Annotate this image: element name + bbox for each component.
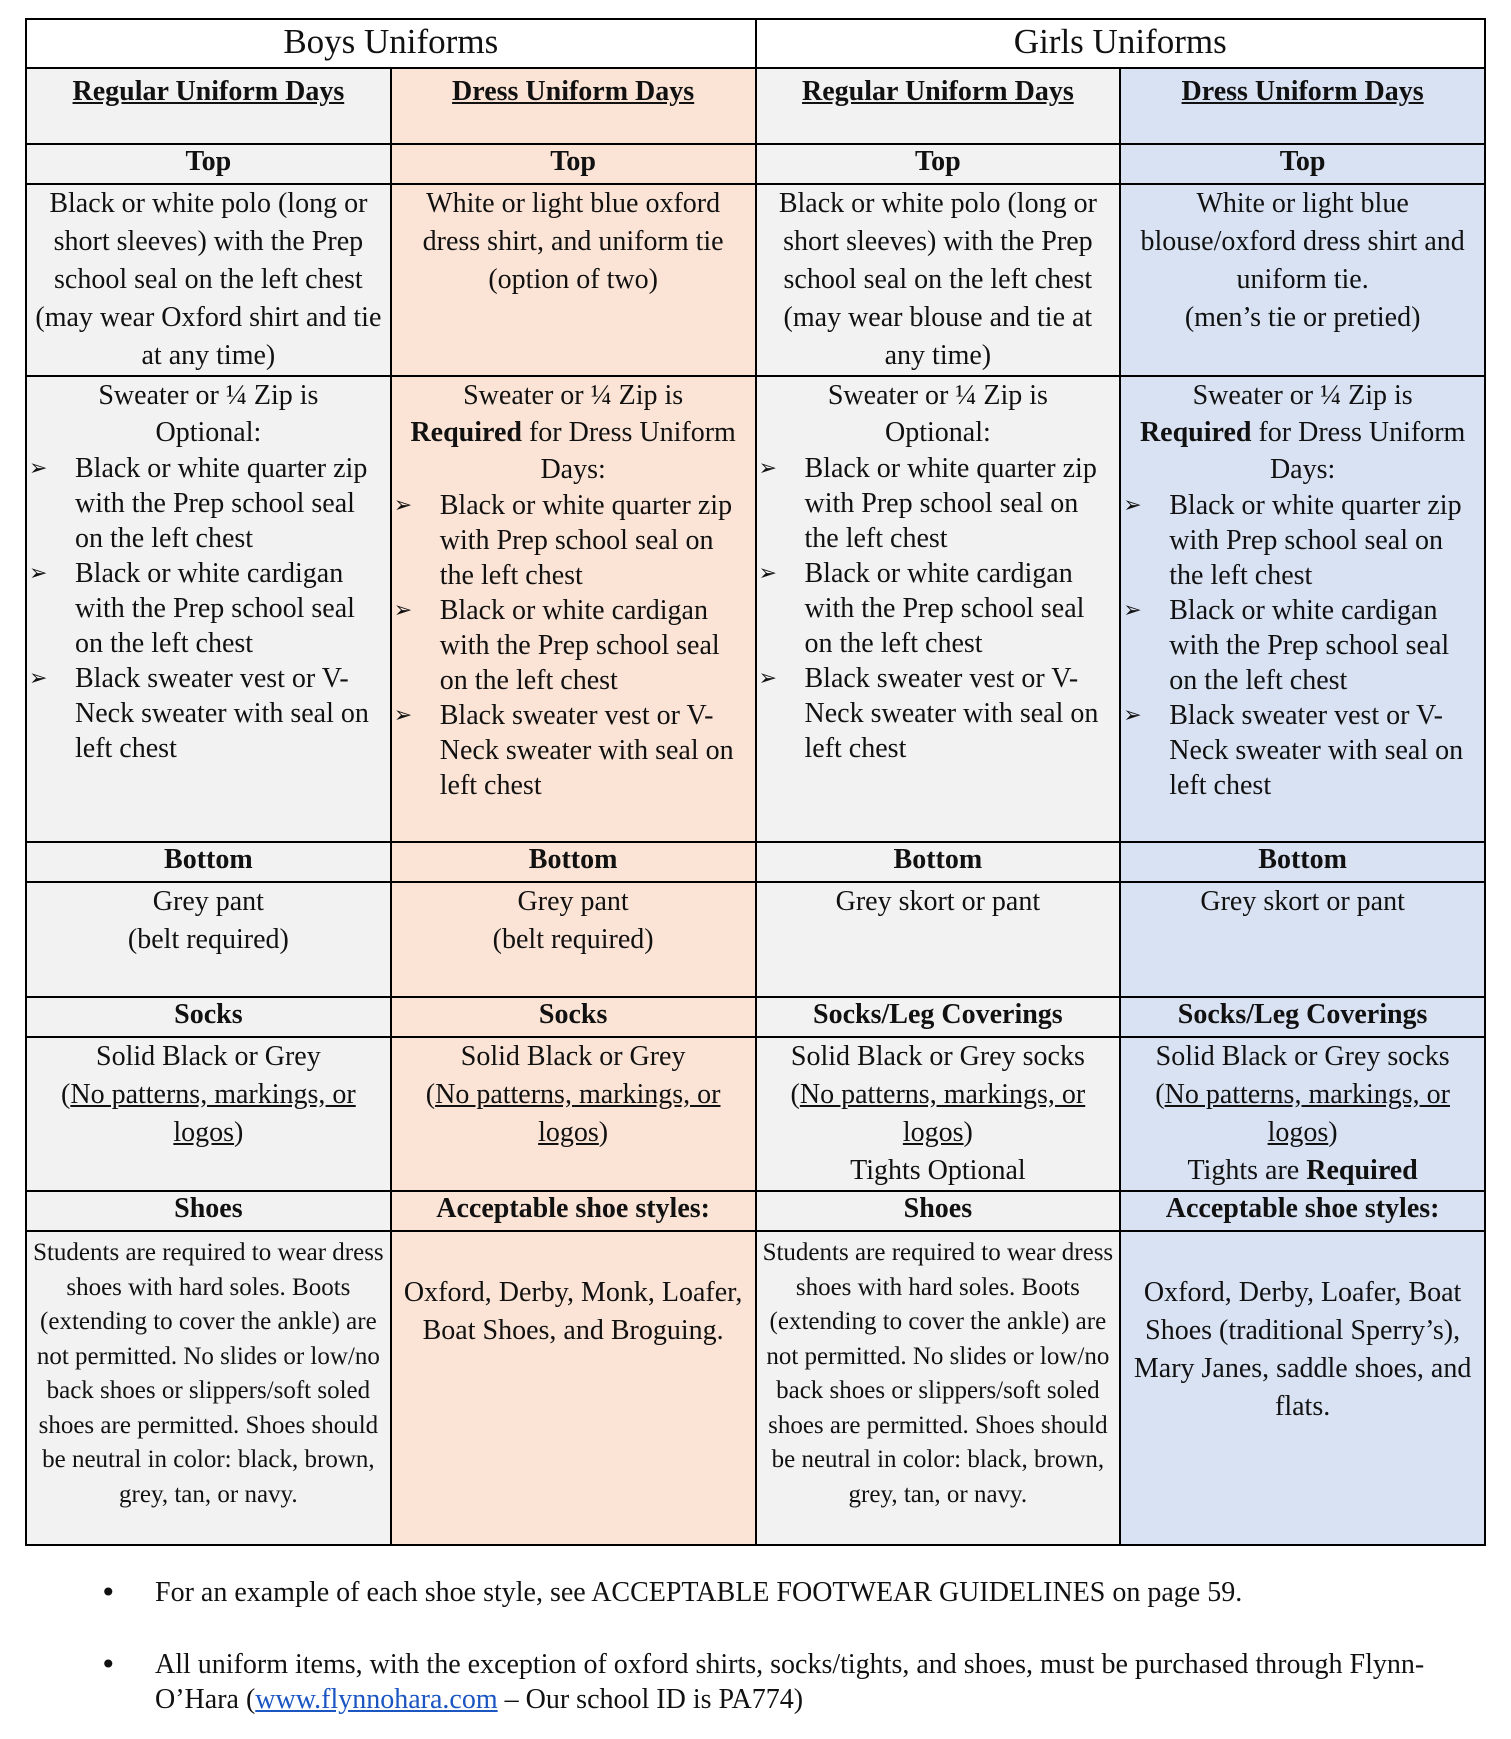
bullet-icon: • — [100, 1648, 117, 1681]
girls-dress-shoes-label: Acceptable shoe styles: — [1120, 1191, 1485, 1231]
boys-regular-bottom-label: Bottom — [26, 842, 391, 882]
boys-regular-bottom-line1: Grey pant — [152, 886, 264, 917]
boys-regular-bottom-cell — [26, 882, 391, 997]
girls-dress-bottom-line1: Grey skort or pant — [1200, 886, 1405, 917]
girls-regular-sweater-line1: Sweater or ¼ Zip is — [827, 380, 1048, 411]
tights-required-text: Required — [1306, 1155, 1418, 1186]
boys-regular-socks-cell — [26, 1037, 391, 1191]
uniform-table — [25, 18, 1486, 1546]
boys-regular-shoes-label: Shoes — [26, 1191, 391, 1231]
girls-dress-shoes-text: Oxford, Derby, Loafer, Boat Shoes (traditional Sperry’s), Mary Janes, saddle shoes, and flats. — [1133, 1277, 1472, 1422]
paren-open: ( — [790, 1079, 800, 1110]
footnote-purchase-tail: – Our school ID is PA774) — [497, 1684, 804, 1715]
arrow-bullet-icon: ➢ — [758, 456, 777, 481]
girls-dress-top-text-2: (men’s tie or pretied) — [1184, 302, 1421, 333]
girls-regular-bottom-label: Bottom — [756, 842, 1121, 882]
list-item-text: Black or white cardigan with the Prep school seal on the left chest — [439, 595, 720, 696]
girls-regular-shoes-cell — [756, 1231, 1121, 1545]
list-item — [757, 556, 1120, 661]
boys-regular-socks-line1: Solid Black or Grey — [96, 1041, 321, 1072]
boys-regular-sweater-cell — [26, 376, 391, 842]
girls-regular-socks-cell — [756, 1037, 1121, 1191]
footnote-footwear-text: For an example of each shoe style, see ACCEPTABLE FOOTWEAR GUIDELINES on page 59. — [155, 1577, 1243, 1608]
girls-regular-shoes-label: Shoes — [756, 1191, 1121, 1231]
boys-dress-top-text: White or light blue oxford dress shirt, and uniform tie (option of two) — [422, 188, 724, 295]
boys-dress-shoes-label: Acceptable shoe styles: — [391, 1191, 756, 1231]
list-item — [27, 556, 390, 661]
boys-dress-top-cell — [391, 184, 756, 376]
girls-regular-sweater-list — [757, 451, 1120, 766]
boys-regular-sweater-line2: Optional: — [155, 417, 262, 448]
boys-dress-sweater-list — [392, 488, 755, 803]
arrow-bullet-icon: ➢ — [393, 703, 413, 728]
list-item — [1121, 488, 1484, 593]
girls-dress-bottom-cell — [1120, 882, 1485, 997]
list-item-text: Black sweater vest or V-Neck sweater with seal on left chest — [804, 663, 1099, 764]
list-item — [392, 698, 755, 803]
paren-close: ) — [598, 1117, 609, 1148]
girls-dress-socks-note — [1121, 1076, 1484, 1152]
boys-regular-socks-label: Socks — [26, 997, 391, 1037]
paren-close: ) — [1328, 1117, 1338, 1148]
arrow-bullet-icon: ➢ — [29, 666, 48, 691]
boys-dress-bottom-line2: (belt required) — [492, 924, 654, 955]
girls-dress-socks-line1: Solid Black or Grey socks — [1155, 1041, 1450, 1072]
list-item-text: Black sweater vest or V-Neck sweater with seal on left chest — [1169, 700, 1464, 801]
list-item — [1121, 593, 1484, 698]
list-item — [392, 488, 755, 593]
list-item-text: Black or white cardigan with the Prep school seal on the left chest — [1169, 595, 1450, 696]
boys-dress-socks-label: Socks — [391, 997, 756, 1037]
list-item — [27, 451, 390, 556]
paren-close: ) — [234, 1117, 244, 1148]
girls-regular-top-cell — [756, 184, 1121, 376]
list-item-text: Black or white quarter zip with the Prep school seal on the left chest — [75, 453, 368, 554]
boys-regular-top-cell — [26, 184, 391, 376]
required-rest-text: for Dress Uniform Days: — [1251, 417, 1466, 485]
socks-restriction: No patterns, markings, or logos — [1164, 1079, 1450, 1148]
girls-regular-bottom-cell — [756, 882, 1121, 997]
boys-dress-bottom-label: Bottom — [391, 842, 756, 882]
tights-text: Tights are — [1187, 1155, 1307, 1186]
list-item — [392, 593, 755, 698]
girls-regular-socks-note — [757, 1076, 1120, 1152]
girls-regular-shoes-text: Students are required to wear dress shoes with hard soles. Boots (extending to cover the ankle) are not permitted. No slides or low/no back shoes or slippers/soft soled shoes are permitted. Shoes should be neutral in color: black, brown, grey, tan, or navy. — [762, 1239, 1114, 1508]
list-item — [27, 661, 390, 766]
girls-dress-top-text: White or light blue blouse/oxford dress shirt and uniform tie. — [1140, 188, 1465, 295]
boys-dress-bottom-line1: Grey pant — [517, 886, 629, 917]
boys-uniforms-title: Boys Uniforms — [26, 19, 756, 68]
flynnohara-link[interactable]: www.flynnohara.com — [255, 1684, 498, 1715]
boys-dress-bottom-cell — [391, 882, 756, 997]
girls-dress-header: Dress Uniform Days — [1181, 76, 1424, 107]
required-text: Required — [410, 417, 522, 448]
boys-regular-sweater-line1: Sweater or ¼ Zip is — [98, 380, 319, 411]
arrow-bullet-icon: ➢ — [1123, 493, 1142, 518]
boys-regular-sweater-list — [27, 451, 390, 766]
girls-dress-sweater-cell — [1120, 376, 1485, 842]
footnote-purchase-text: All uniform items, with the exception of oxford shirts, socks/tights, and shoes, must be purchased through Flynn-O’Hara ( — [155, 1649, 1425, 1715]
required-rest-text: for Dress Uniform Days: — [521, 417, 736, 485]
paren-open: ( — [1155, 1079, 1165, 1110]
girls-dress-socks-label: Socks/Leg Coverings — [1120, 997, 1485, 1037]
girls-regular-top-label: Top — [756, 144, 1121, 184]
socks-restriction: No patterns, markings, or logos — [70, 1079, 356, 1148]
list-item-text: Black sweater vest or V-Neck sweater with seal on left chest — [439, 700, 734, 801]
girls-uniforms-title: Girls Uniforms — [756, 19, 1486, 68]
list-item — [1121, 698, 1484, 803]
bullet-icon: • — [100, 1576, 117, 1609]
girls-dress-top-cell — [1120, 184, 1485, 376]
boys-dress-sweater-required — [392, 414, 755, 488]
paren-open: ( — [61, 1079, 71, 1110]
arrow-bullet-icon: ➢ — [393, 493, 413, 518]
list-item — [757, 661, 1120, 766]
boys-dress-sweater-cell — [391, 376, 756, 842]
list-item-text: Black or white cardigan with the Prep school seal on the left chest — [75, 558, 355, 659]
girls-dress-shoes-cell — [1120, 1231, 1485, 1545]
girls-dress-tights — [1121, 1152, 1484, 1190]
list-item — [757, 451, 1120, 556]
girls-regular-socks-line1: Solid Black or Grey socks — [790, 1041, 1085, 1072]
required-text: Required — [1139, 417, 1252, 448]
arrow-bullet-icon: ➢ — [1123, 703, 1142, 728]
list-item-text: Black sweater vest or V-Neck sweater with seal on left chest — [75, 663, 369, 764]
boys-dress-socks-note — [392, 1076, 755, 1152]
list-item-text: Black or white quarter zip with Prep school seal on the left chest — [439, 490, 733, 591]
boys-dress-shoes-text: Oxford, Derby, Monk, Loafer, Boat Shoes, and Broguing. — [403, 1277, 743, 1346]
footnote-footwear — [100, 1575, 1440, 1610]
boys-dress-header-cell — [391, 68, 756, 144]
girls-regular-socks-label: Socks/Leg Coverings — [756, 997, 1121, 1037]
boys-regular-header-cell — [26, 68, 391, 144]
paren-close: ) — [963, 1117, 973, 1148]
list-item-text: Black or white quarter zip with Prep school seal on the left chest — [1169, 490, 1462, 591]
boys-regular-top-label: Top — [26, 144, 391, 184]
boys-dress-socks-cell — [391, 1037, 756, 1191]
socks-restriction: No patterns, markings, or logos — [435, 1079, 721, 1148]
girls-regular-sweater-cell — [756, 376, 1121, 842]
boys-regular-top-text: Black or white polo (long or short sleeves) with the Prep school seal on the left chest (may wear Oxford shirt and tie at any time) — [35, 188, 382, 371]
list-item-text: Black or white quarter zip with Prep school seal on the left chest — [804, 453, 1097, 554]
list-item-text: Black or white cardigan with the Prep school seal on the left chest — [804, 558, 1085, 659]
boys-dress-socks-line1: Solid Black or Grey — [460, 1041, 686, 1072]
socks-restriction: No patterns, markings, or logos — [799, 1079, 1086, 1148]
girls-dress-bottom-label: Bottom — [1120, 842, 1485, 882]
arrow-bullet-icon: ➢ — [758, 561, 777, 586]
boys-regular-shoes-text: Students are required to wear dress shoes with hard soles. Boots (extending to cover the ankle) are not permitted. No slides or low/no back shoes or slippers/soft soled shoes are permitted. Shoes should be neutral in color: black, brown, grey, tan, or navy. — [33, 1239, 384, 1508]
boys-dress-header: Dress Uniform Days — [452, 76, 695, 107]
boys-dress-top-label: Top — [391, 144, 756, 184]
girls-regular-header-cell — [756, 68, 1121, 144]
footnotes — [100, 1575, 1440, 1717]
girls-dress-top-label: Top — [1120, 144, 1485, 184]
arrow-bullet-icon: ➢ — [29, 456, 48, 481]
boys-dress-sweater-line1: Sweater or ¼ Zip is — [463, 380, 684, 411]
arrow-bullet-icon: ➢ — [758, 666, 777, 691]
girls-dress-sweater-line1: Sweater or ¼ Zip is — [1192, 380, 1413, 411]
boys-regular-bottom-line2: (belt required) — [127, 924, 289, 955]
boys-dress-shoes-cell — [391, 1231, 756, 1545]
girls-dress-sweater-list — [1121, 488, 1484, 803]
girls-regular-sweater-line2: Optional: — [884, 417, 991, 448]
girls-regular-bottom-line1: Grey skort or pant — [835, 886, 1041, 917]
girls-dress-header-cell — [1120, 68, 1485, 144]
girls-regular-top-text: Black or white polo (long or short sleeves) with the Prep school seal on the left chest (may wear blouse and tie at any time) — [778, 188, 1097, 371]
girls-dress-sweater-required — [1121, 414, 1484, 488]
arrow-bullet-icon: ➢ — [393, 598, 413, 623]
footnote-purchase — [100, 1647, 1440, 1717]
boys-regular-socks-note — [27, 1076, 390, 1152]
boys-regular-header: Regular Uniform Days — [72, 76, 345, 107]
boys-regular-shoes-cell — [26, 1231, 391, 1545]
arrow-bullet-icon: ➢ — [29, 561, 48, 586]
girls-dress-socks-cell — [1120, 1037, 1485, 1191]
arrow-bullet-icon: ➢ — [1123, 598, 1142, 623]
paren-open: ( — [425, 1079, 436, 1110]
girls-regular-tights: Tights Optional — [850, 1155, 1026, 1186]
girls-regular-header: Regular Uniform Days — [802, 76, 1074, 107]
